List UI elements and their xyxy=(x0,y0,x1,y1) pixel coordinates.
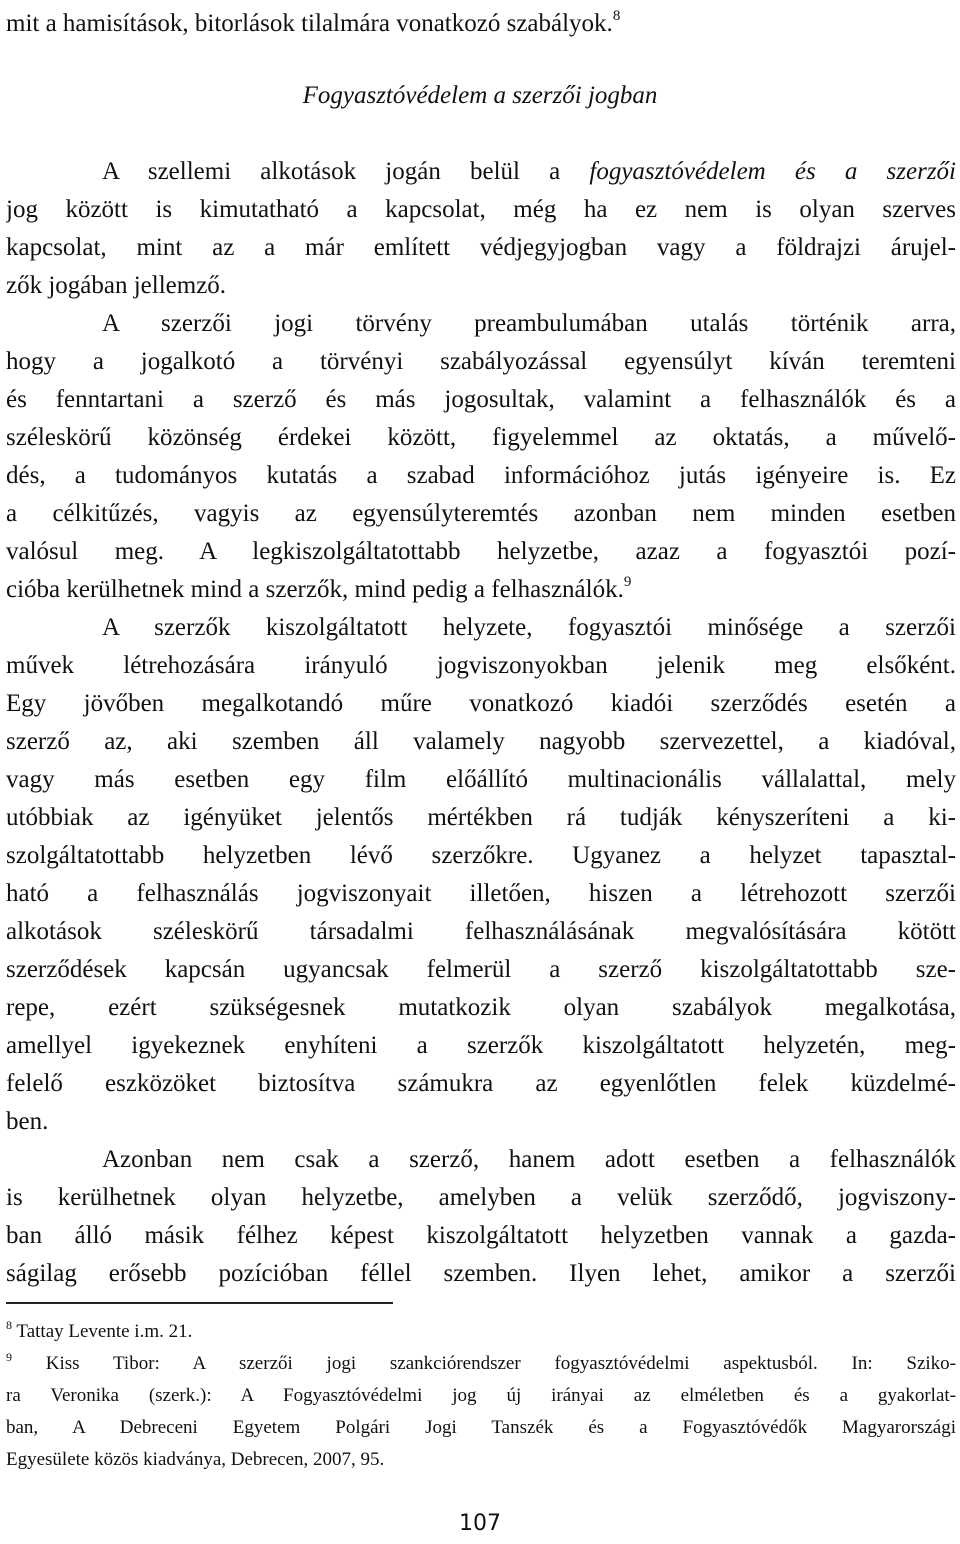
emphasis-text: fogyasztóvédelem és a szerzői xyxy=(589,158,956,185)
body-line xyxy=(6,6,956,42)
body-line: jog között is kimutatható a kapcsolat, még ha ez nem is olyan szerves xyxy=(6,196,956,223)
footnote-ref-9[interactable]: 9 xyxy=(623,574,632,590)
body-line: művek létrehozására irányuló jogviszonyokban jelenik meg elsőként. xyxy=(6,652,956,679)
body-text: A szellemi alkotások jogán belül a xyxy=(102,158,590,185)
body-line: zők jogában jellemző. xyxy=(6,272,227,299)
footnote-ref-8[interactable]: 8 xyxy=(612,8,621,24)
body-line: amellyel igyekeznek enyhíteni a szerzők kiszolgáltatott helyzetén, meg- xyxy=(6,1032,956,1059)
body-line: széleskörű közönség érdekei között, figyelemmel az oktatás, a művelő- xyxy=(6,424,956,451)
body-line: szerző az, aki szemben áll valamely nagyobb szervezettel, a kiadóval, xyxy=(6,728,956,755)
body-line xyxy=(102,154,956,190)
body-text: cióba kerülhetnek mind a szerzők, mind pedig a felhasználók. xyxy=(6,576,624,603)
body-line: repe, ezért szükségesnek mutatkozik olyan szabályok megalkotása, xyxy=(6,994,956,1021)
footnote-9 xyxy=(6,1350,956,1378)
footnote-8 xyxy=(6,1318,956,1346)
body-line: ható a felhasználás jogviszonyait illetően, hiszen a létrehozott szerzői xyxy=(6,880,956,907)
body-line: dés, a tudományos kutatás a szabad információhoz jutás igényeire is. Ez xyxy=(6,462,956,489)
footnote-text: Tattay Levente i.m. 21. xyxy=(16,1321,193,1342)
body-line: alkotások széleskörű társadalmi felhasználásának megvalósítására kötött xyxy=(6,918,956,945)
body-line: vagy más esetben egy film előállító multinacionális vállalattal, mely xyxy=(6,766,956,793)
footnote-text: Kiss Tibor: A szerzői jogi szankciórendszer fogyasztóvédelmi aspektusból. In: Sziko- xyxy=(45,1353,956,1374)
body-line: ságilag erősebb pozícióban féllel szemben. Ilyen lehet, amikor a szerzői xyxy=(6,1260,956,1287)
body-line: is kerülhetnek olyan helyzetbe, amelyben a velük szerződő, jogviszony- xyxy=(6,1184,956,1211)
body-line: kapcsolat, mint az a már említett védjegyjogban vagy a földrajzi árujel- xyxy=(6,234,956,261)
body-line: utóbbiak az igényüket jelentős mértékben rá tudják kényszeríteni a ki- xyxy=(6,804,956,831)
footnote-number: 9 xyxy=(6,1350,12,1364)
body-line: Azonban nem csak a szerző, hanem adott esetben a felhasználók xyxy=(102,1146,956,1173)
body-line: Egy jövőben megalkotandó műre vonatkozó kiadói szerződés esetén a xyxy=(6,690,956,717)
page-number: 107 xyxy=(459,1511,501,1536)
body-line: hogy a jogalkotó a törvényi szabályozással egyensúlyt kíván teremteni xyxy=(6,348,956,375)
footnote-line: ra Veronika (szerk.): A Fogyasztóvédelmi jog új irányai az elméletben és a gyakorlat- xyxy=(6,1385,956,1406)
body-line: ban álló másik félhez képest kiszolgáltatott helyzetben vannak a gazda- xyxy=(6,1222,956,1249)
footnote-line: ban, A Debreceni Egyetem Polgári Jogi Tanszék és a Fogyasztóvédők Magyarországi xyxy=(6,1417,956,1438)
body-line xyxy=(6,572,956,608)
body-line: felelő eszközöket biztosítva számukra az egyenlőtlen felek küzdelmé- xyxy=(6,1070,956,1097)
body-line: valósul meg. A legkiszolgáltatottabb helyzetbe, azaz a fogyasztói pozí- xyxy=(6,538,956,565)
body-line: A szerzők kiszolgáltatott helyzete, fogyasztói minősége a szerzői xyxy=(102,614,956,641)
body-line: ben. xyxy=(6,1108,49,1135)
footnote-separator xyxy=(6,1302,393,1304)
footnote-line: Egyesülete közös kiadványa, Debrecen, 2007, 95. xyxy=(6,1449,385,1470)
footnote-number: 8 xyxy=(6,1318,12,1332)
body-line: A szerzői jogi törvény preambulumában utalás történik arra, xyxy=(102,310,956,337)
body-line: a célkitűzés, vagyis az egyensúlyteremtés azonban nem minden esetben xyxy=(6,500,956,527)
body-line: és fenntartani a szerző és más jogosultak, valamint a felhasználók és a xyxy=(6,386,956,413)
body-text: mit a hamisítások, bitorlások tilalmára vonatkozó szabályok. xyxy=(6,10,613,37)
body-line: szerződések kapcsán ugyancsak felmerül a szerző kiszolgáltatottabb sze- xyxy=(6,956,956,983)
section-heading: Fogyasztóvédelem a szerzői jogban xyxy=(302,82,658,109)
body-line: szolgáltatottabb helyzetben lévő szerzőkre. Ugyanez a helyzet tapasztal- xyxy=(6,842,956,869)
